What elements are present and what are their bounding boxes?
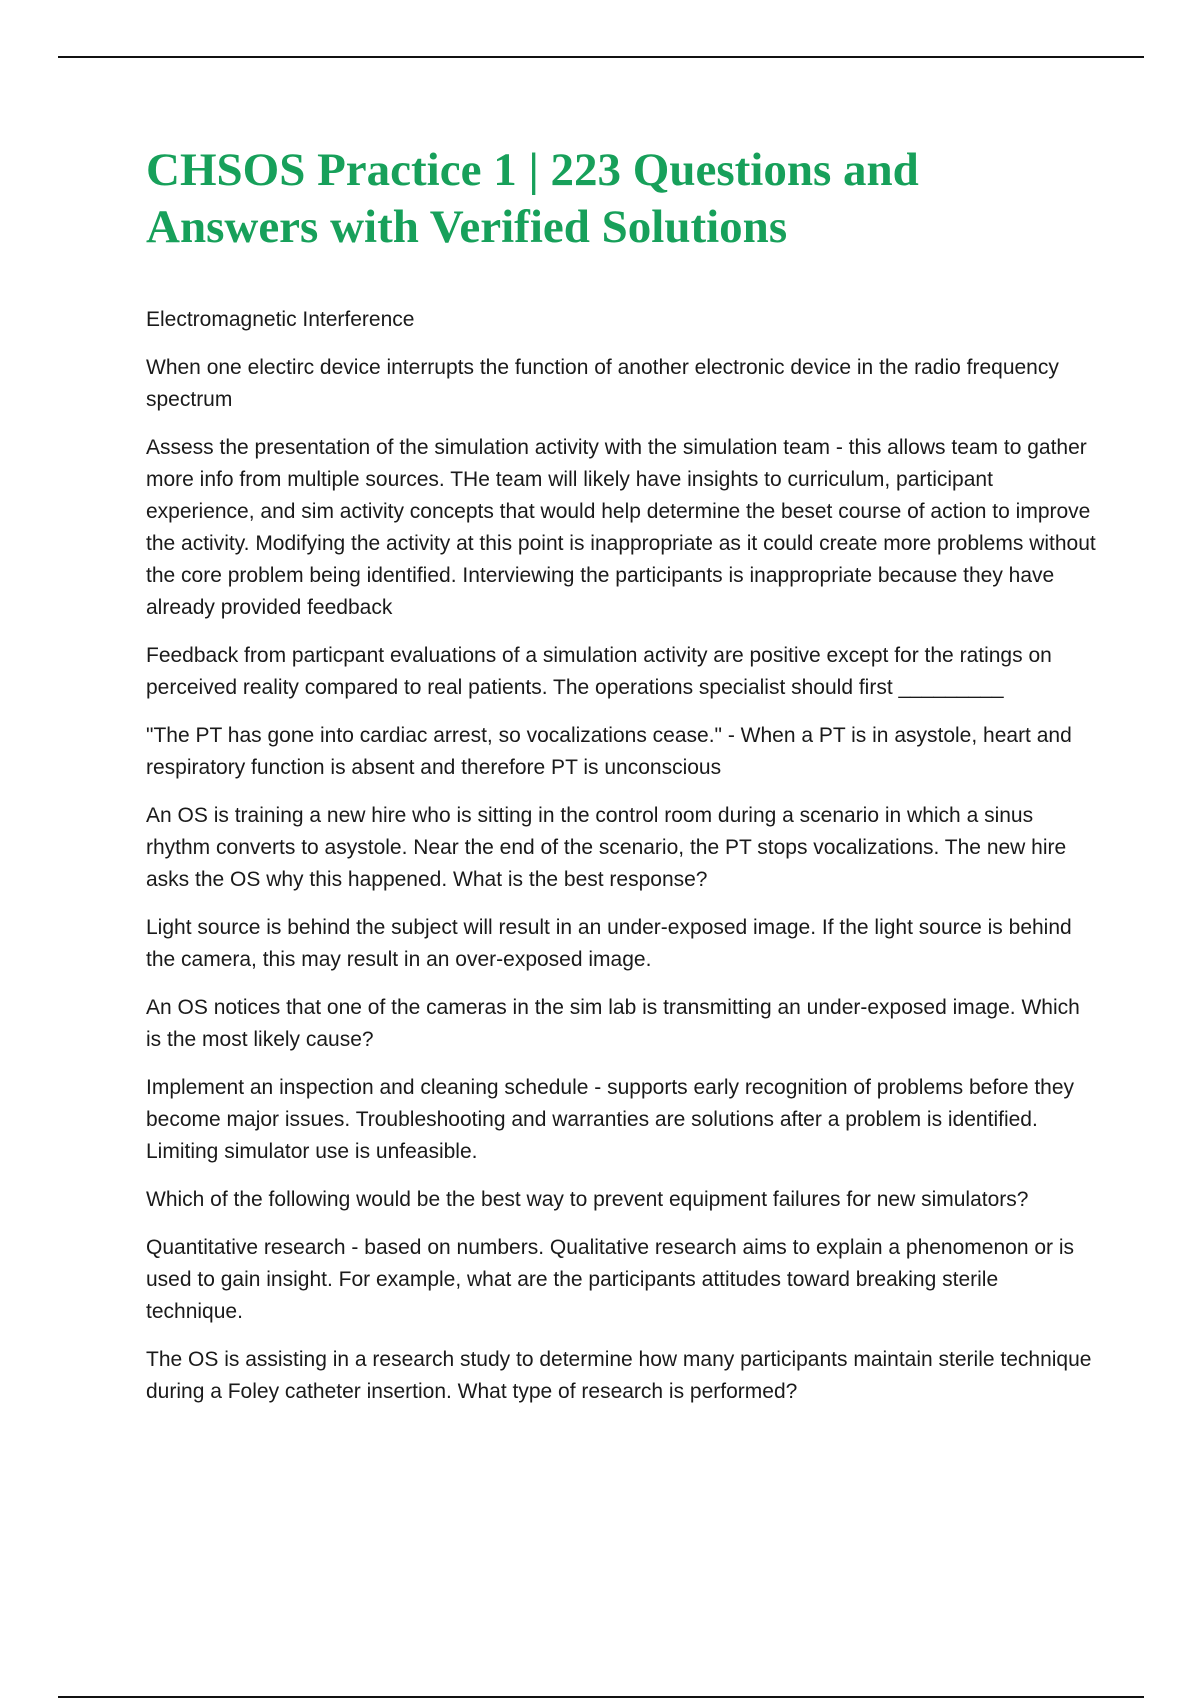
question-paragraph: An OS is training a new hire who is sitting in the control room during a scenario in which a sinus rhythm converts to asystole. Near the end of the scenario, the PT stops vocalizations. The new hire asks the OS why this happened. What is the best response?	[146, 804, 1067, 891]
answer-paragraph: Light source is behind the subject will result in an under-exposed image. If the light source is behind the camera, this may result in an over-exposed image.	[146, 916, 1072, 971]
definition-paragraph: When one electirc device interrupts the function of another electronic device in the radio frequency spectrum	[146, 356, 1059, 411]
answer-paragraph: Assess the presentation of the simulation activity with the simulation team - this allows team to gather more info from multiple sources. THe team will likely have insights to curriculum, participant experience, and sim activity concepts that would help determine the beset course of action to improve the activity. Modifying the activity at this point is inappropriate as it could create more problems without the core problem being identified. Interviewing the participants is inappropriate because they have already provided feedback	[146, 436, 1096, 619]
answer-paragraph: Quantitative research - based on numbers. Qualitative research aims to explain a phenomenon or is used to gain insight. For example, what are the participants attitudes toward breaking sterile technique.	[146, 1236, 1074, 1323]
question-paragraph: The OS is assisting in a research study to determine how many participants maintain sterile technique during a Foley catheter insertion. What type of research is performed?	[146, 1348, 1092, 1403]
term-paragraph: Electromagnetic Interference	[146, 308, 415, 331]
bottom-rule	[58, 1696, 1144, 1698]
answer-paragraph: "The PT has gone into cardiac arrest, so vocalizations cease." - When a PT is in asystole, heart and respiratory function is absent and therefore PT is unconscious	[146, 724, 1072, 779]
document-title: CHSOS Practice 1 | 223 Questions and Answers with Verified Solutions	[146, 144, 919, 253]
question-paragraph: Which of the following would be the best way to prevent equipment failures for new simulators?	[146, 1188, 1029, 1211]
document-body	[146, 142, 1096, 1424]
question-paragraph: Feedback from particpant evaluations of a simulation activity are positive except for the ratings on perceived reality compared to real patients. The operations specialist should first _________	[146, 644, 1052, 699]
question-paragraph: An OS notices that one of the cameras in the sim lab is transmitting an under-exposed image. Which is the most likely cause?	[146, 996, 1080, 1051]
answer-paragraph: Implement an inspection and cleaning schedule - supports early recognition of problems before they become major issues. Troubleshooting and warranties are solutions after a problem is identified. Limiting simulator use is unfeasible.	[146, 1076, 1075, 1163]
top-rule	[58, 56, 1144, 58]
